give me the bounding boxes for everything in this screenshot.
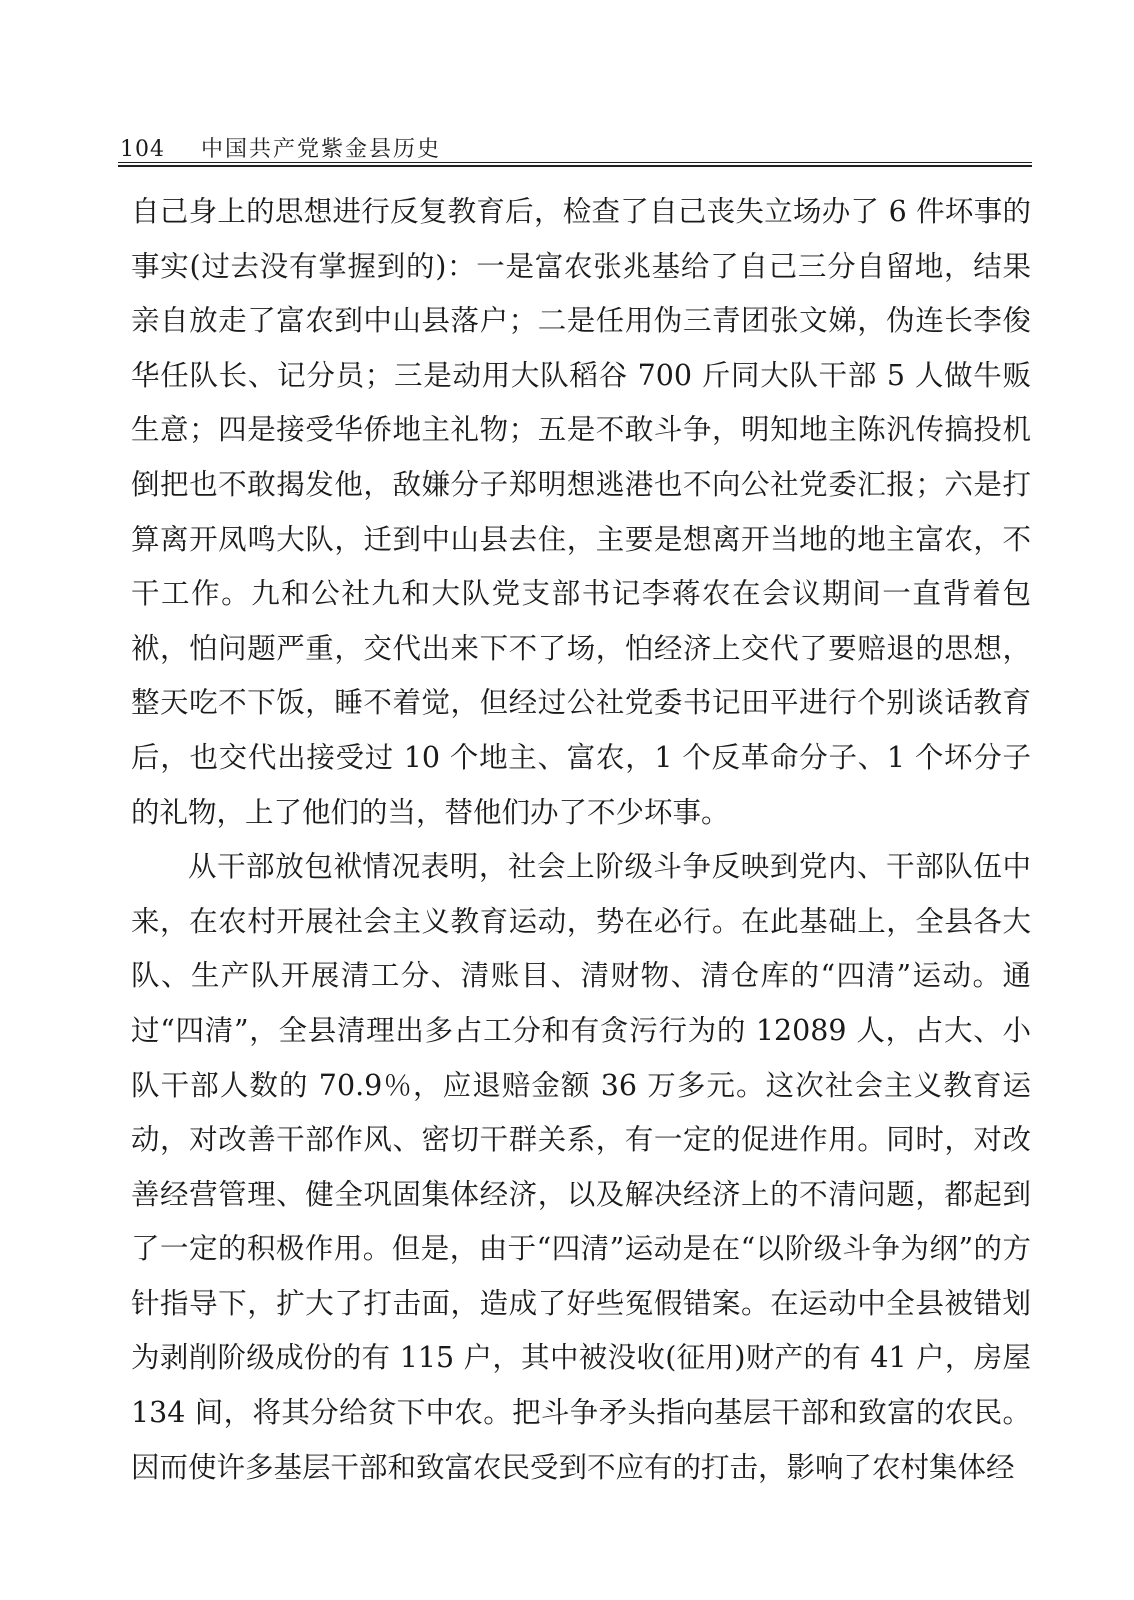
header-rule — [118, 162, 1032, 167]
body-text — [131, 185, 1031, 1495]
paragraph-2: 从干部放包袱情况表明，社会上阶级斗争反映到党内、干部队伍中来，在农村开展社会主义教育运动，势在必行。在此基础上，全县各大队、生产队开展清工分、清账目、清财物、清仓库的“四清”运动。通过“四清”，全县清理出多占工分和有贪污行为的 12089 人，占大、小队干部人数的 70.9％，应退赔金额 36 万多元。这次社会主义教育运动，对改善干部作风、密切干群关系，有一定的促进作用。同时，对改善经营管理、健全巩固集体经济，以及解决经济上的不清问题，都起到了一定的积极作用。但是，由于“四清”运动是在“以阶级斗争为纲”的方针指导下，扩大了打击面，造成了好些冤假错案。在运动中全县被错划为剥削阶级成份的有 115 户，其中被没收(征用)财产的有 41 户，房屋 134 间，将其分给贫下中农。把斗争矛头指向基层干部和致富的农民。因而使许多基层干部和致富农民受到不应有的打击，影响了农村集体经 — [131, 850, 1031, 1484]
paragraph-1: 自己身上的思想进行反复教育后，检查了自己丧失立场办了 6 件坏事的事实(过去没有掌握到的)：一是富农张兆基给了自己三分自留地，结果亲自放走了富农到中山县落户；二是任用伪三青团张文娣，伪连长李俊华任队长、记分员；三是动用大队稻谷 700 斤同大队干部 5 人做牛贩生意；四是接受华侨地主礼物；五是不敢斗争，明知地主陈汎传搞投机倒把也不敢揭发他，敌嫌分子郑明想逃港也不向公社党委汇报；六是打算离开凤鸣大队，迁到中山县去住，主要是想离开当地的地主富农，不干工作。九和公社九和大队党支部书记李蒋农在会议期间一直背着包袱，怕问题严重，交代出来下不了场，怕经济上交代了要赔退的思想，整天吃不下饭，睡不着觉，但经过公社党委书记田平进行个别谈话教育后，也交代出接受过 10 个地主、富农，1 个反革命分子、1 个坏分子的礼物，上了他们的当，替他们办了不少坏事。 — [131, 195, 1031, 829]
page-number: 104 — [120, 137, 165, 162]
running-header — [120, 132, 441, 163]
running-title: 中国共产党紫金县历史 — [201, 137, 442, 162]
